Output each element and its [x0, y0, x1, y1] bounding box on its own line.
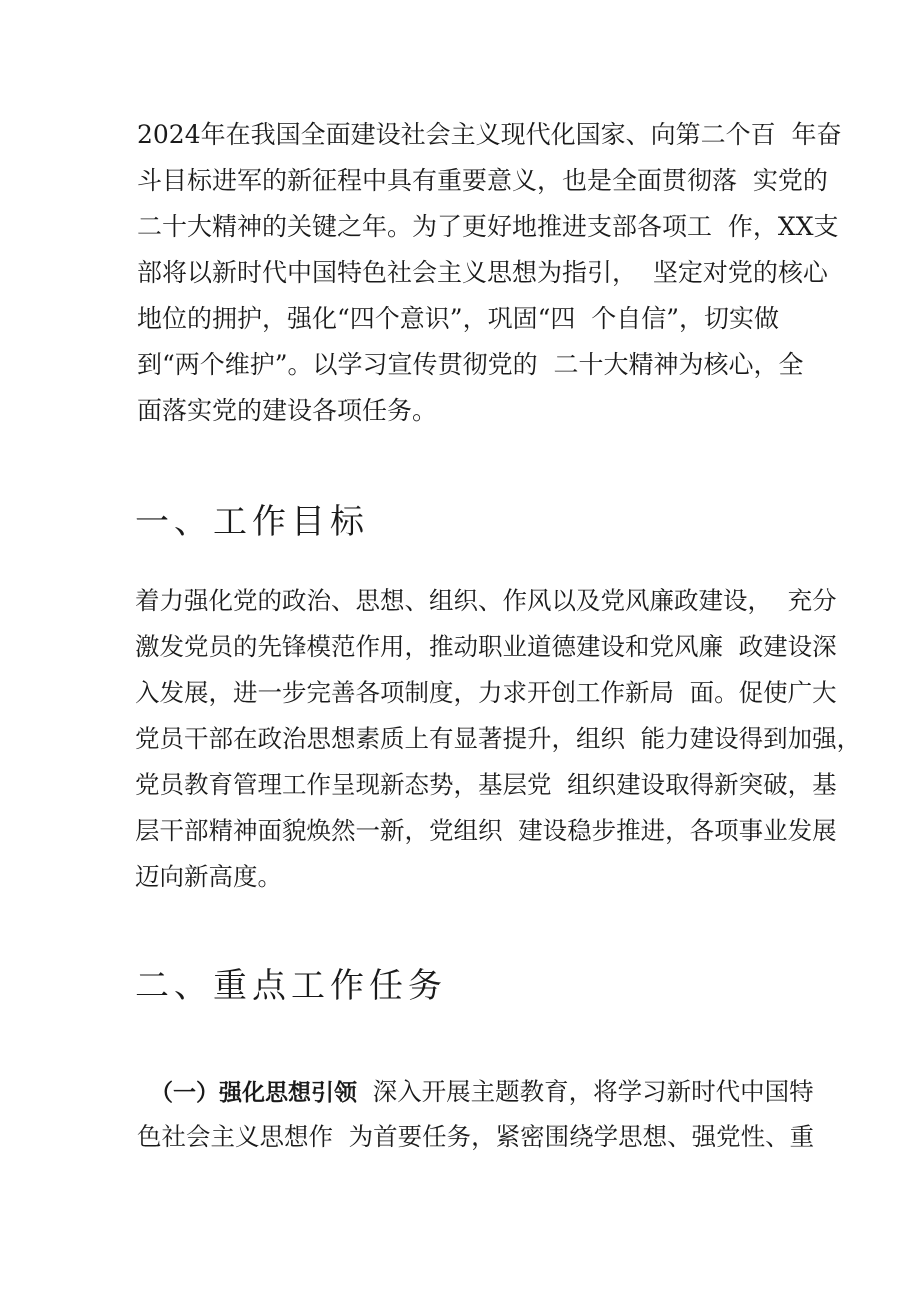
section-heading-key-tasks: 二、重点工作任务: [135, 966, 447, 1006]
goals-line: 党员教育管理工作呈现新态势，基层党 组织建设取得新突破，基: [135, 770, 837, 799]
intro-line: 2024年在我国全面建设社会主义现代化国家、向第二个百 年奋: [137, 120, 842, 149]
task-item-1: [137, 1070, 815, 1159]
goals-line: 着力强化党的政治、思想、组织、作风以及党风廉政建设， 充分: [135, 586, 837, 615]
task-line: [150, 1070, 814, 1115]
intro-line: 面落实党的建设各项任务。: [137, 396, 438, 425]
intro-line: 二十大精神的关键之年。为了更好地推进支部各项工 作，XX支: [137, 212, 839, 241]
goals-line: 党员干部在政治思想素质上有显著提升，组织 能力建设得到加强，: [135, 724, 862, 753]
work-goals-paragraph: [135, 578, 861, 900]
intro-line: 到“两个维护”。以学习宣传贯彻党的 二十大精神为核心，全: [137, 350, 804, 379]
task-line: 色社会主义思想作 为首要任务，紧密围绕学思想、强党性、重: [137, 1122, 815, 1151]
intro-paragraph: [137, 112, 842, 434]
goals-line: 层干部精神面貌焕然一新，党组织 建设稳步推进，各项事业发展: [135, 816, 837, 845]
intro-line: 部将以新时代中国特色社会主义思想为指引， 坚定对党的核心: [137, 258, 828, 287]
goals-line: 激发党员的先锋模范作用，推动职业道德建设和党风廉 政建设深: [135, 632, 837, 661]
intro-line: 地位的拥护，强化“四个意识”，巩固“四 个自信”，切实做: [137, 304, 780, 333]
intro-line: 斗目标进军的新征程中具有重要意义，也是全面贯彻落 实党的: [137, 166, 828, 195]
goals-line: 入发展，进一步完善各项制度，力求开创工作新局 面。促使广大: [135, 678, 837, 707]
section-heading-work-goals: 一、工作目标: [135, 502, 369, 542]
task-label: （一）强化思想引领: [150, 1080, 357, 1106]
goals-line: 迈向新高度。: [135, 862, 282, 891]
task-text: 深入开展主题教育，将学习新时代中国特: [357, 1077, 814, 1106]
